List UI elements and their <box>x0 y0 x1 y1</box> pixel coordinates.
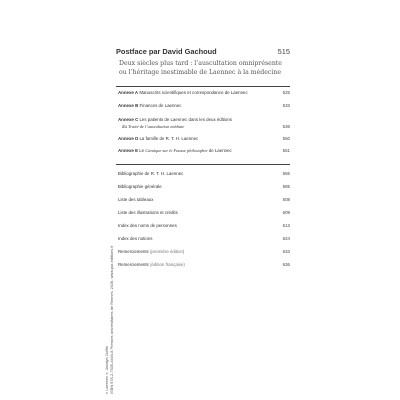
annex-e-title-italic: Cantique sur le Fausse philosophie <box>145 148 208 153</box>
acknowledgements-french-page: 636 <box>282 262 290 267</box>
annex-c-label: Annexe C <box>118 117 139 122</box>
postface-subtitle <box>119 60 289 77</box>
names-index-title: Index des noms de personnes <box>118 223 177 228</box>
annex-c-title-italic: Traité de l’auscultation médiate <box>128 123 185 129</box>
divider-bottom <box>116 164 290 165</box>
side-note-line-2: ISBN 978-2-7535-####-8 Presses universitaires de Rennes, 2026, www.pur-editions.fr <box>109 245 114 394</box>
postface-subtitle-line-2: ou l’héritage inestimable de Laennec à la médecine <box>119 68 282 76</box>
names-index-page: 613 <box>282 223 290 228</box>
annex-c-title: Les patients de Laennec dans les deux éditions <box>138 117 232 122</box>
notions-index-page: 624 <box>282 236 290 241</box>
notions-index-title: Index des notions <box>118 236 153 241</box>
toc-entry-tables-list[interactable] <box>118 197 290 204</box>
illustrations-list-page: 609 <box>282 210 290 215</box>
laennec-bibliography-title: Bibliographie de R. T. H. Laennec <box>118 171 184 176</box>
toc-entry-general-bibliography[interactable] <box>118 184 290 191</box>
toc-entry-laennec-bibliography[interactable] <box>118 171 290 178</box>
illustrations-list-title: Liste des illustrations et crédits <box>118 210 178 215</box>
postface-subtitle-line-1: Deux siècles plus tard : l’auscultation omniprésente <box>119 60 282 67</box>
annex-e-title-end: de Laennec <box>207 148 232 153</box>
toc-entry-acknowledgements-first[interactable] <box>118 249 290 256</box>
postface-entry[interactable] <box>116 47 290 56</box>
acknowledgements-french-edition: (édition française) <box>148 262 185 267</box>
toc-entry-names-index[interactable] <box>118 223 290 230</box>
annex-d-title: La famille de R. T. H. Laennec <box>138 136 199 141</box>
annex-e-page: 551 <box>282 148 290 153</box>
acknowledgements-first-page: 633 <box>282 249 290 254</box>
annex-b-page: 533 <box>282 103 290 108</box>
toc-entry-annex-c[interactable] <box>118 117 290 131</box>
acknowledgements-french-title: Remerciements <box>118 262 149 267</box>
toc-entry-acknowledgements-french[interactable] <box>118 262 290 269</box>
postface-title: Postface par David Gachoud <box>116 47 217 56</box>
annex-c-title-prefix: du <box>122 123 129 129</box>
annex-a-title: Manuscrits scientifiques et correspondance de Laennec <box>138 90 248 95</box>
divider-top <box>116 86 290 87</box>
toc-entry-illustrations-list[interactable] <box>118 210 290 217</box>
annex-a-label: Annexe A <box>118 90 139 95</box>
annex-b-label: Annexe B <box>118 103 139 108</box>
publisher-side-note <box>104 245 114 394</box>
annex-c-page: 536 <box>282 124 290 129</box>
annex-a-page: 525 <box>282 90 290 95</box>
side-note-line-1: « Laennec », Jacalyn Duffin <box>104 346 109 394</box>
toc-entry-annex-b[interactable] <box>118 103 290 110</box>
tables-list-title: Liste des tableaux <box>118 197 154 202</box>
annex-b-title: Finances de Laennec <box>138 103 182 108</box>
postface-page: 515 <box>277 47 290 56</box>
toc-entry-notions-index[interactable] <box>118 236 290 243</box>
laennec-bibliography-page: 555 <box>282 171 290 176</box>
toc-entry-annex-e[interactable] <box>118 148 290 155</box>
general-bibliography-title: Bibliographie générale <box>118 184 162 189</box>
acknowledgements-first-edition: (première édition) <box>148 249 185 254</box>
annex-d-label: Annexe D <box>118 136 139 141</box>
general-bibliography-page: 585 <box>282 184 290 189</box>
tables-list-page: 608 <box>282 197 290 202</box>
annex-e-title-start: Le <box>138 148 146 153</box>
annex-d-page: 550 <box>282 136 290 141</box>
toc-entry-annex-a[interactable] <box>118 90 290 97</box>
annex-e-label: Annexe E <box>118 148 139 153</box>
toc-entry-annex-d[interactable] <box>118 136 290 143</box>
acknowledgements-first-title: Remerciements <box>118 249 149 254</box>
